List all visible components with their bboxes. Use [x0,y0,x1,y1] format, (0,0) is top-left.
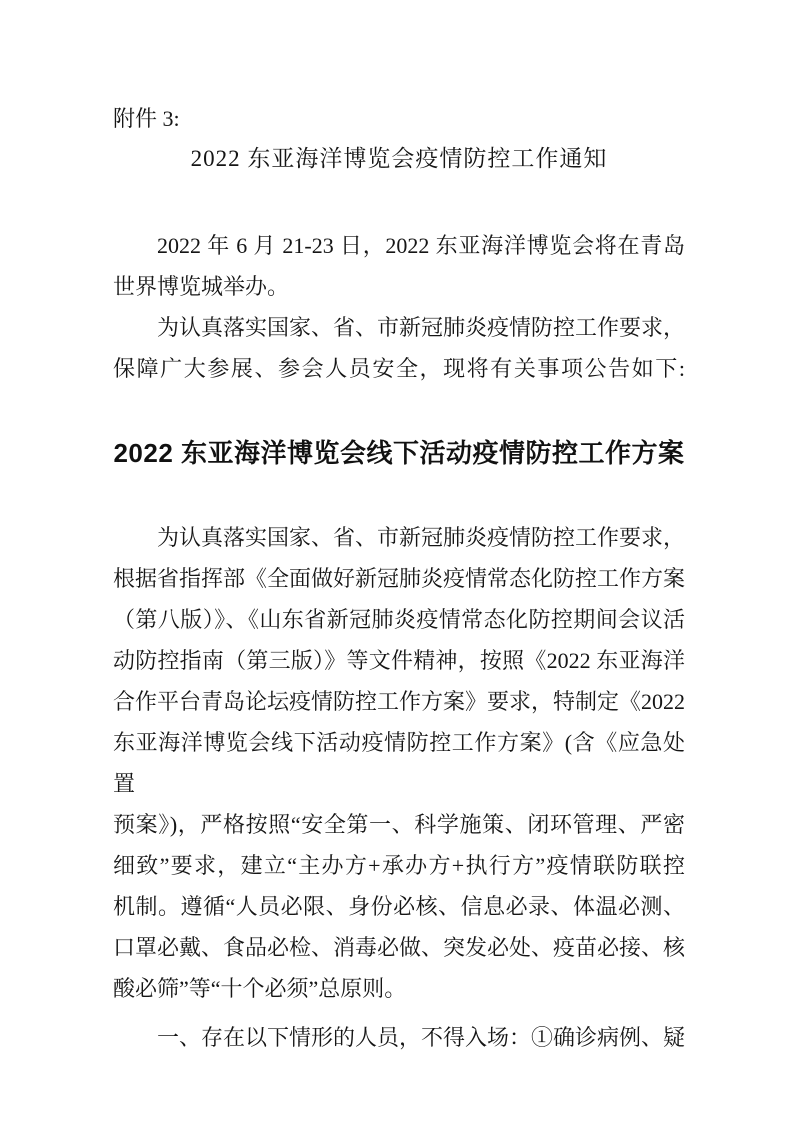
text-line: 机制。遵循“人员必限、身份必核、信息必录、体温必测、 [113,894,685,919]
text-line: 为认真落实国家、省、市新冠肺炎疫情防控工作要求， [157,315,686,340]
text-line: 合作平台青岛论坛疫情防控工作方案》要求，特制定《2022 [113,689,686,714]
text-line: 预案》)，严格按照“安全第一、科学施策、闭环管理、严密 [113,812,685,837]
text-line: 细致”要求，建立“主办方+承办方+执行方”疫情联防联控 [113,853,685,878]
attachment-label: 附件 3: [113,106,180,131]
text-line: 东亚海洋博览会线下活动疫情防控工作方案》(含《应急处置 [113,730,685,796]
text-line: 酸必筛”等“十个必须”总原则。 [113,976,407,1001]
text-line: 根据省指挥部《全面做好新冠肺炎疫情常态化防控工作方案 [113,566,686,591]
text-line: 动防控指南（第三版）》等文件精神，按照《2022 东亚海洋 [113,648,685,673]
text-line: 2022 年 6 月 21-23 日，2022 东亚海洋博览会将在青岛 [157,233,685,258]
text-line: 为认真落实国家、省、市新冠肺炎疫情防控工作要求， [157,525,686,550]
paragraph-admission [113,1017,685,1058]
notice-title: 2022 东亚海洋博览会疫情防控工作通知 [190,146,608,171]
paragraph-plan-body [113,517,685,1009]
paragraph-purpose [113,307,685,389]
text-line: （第八版）》、《山东省新冠肺炎疫情常态化防控期间会议活 [113,607,685,632]
text-line: 一、存在以下情形的人员，不得入场：①确诊病例、疑 [157,1025,686,1050]
text-line: 世界博览城举办。 [113,274,290,299]
section-heading: 2022 东亚海洋博览会线下活动疫情防控工作方案 [113,438,685,468]
paragraph-dates [113,225,685,307]
text-line: 口罩必戴、食品必检、消毒必做、突发必处、疫苗必接、核 [113,935,686,960]
text-line: 保障广大参展、参会人员安全，现将有关事项公告如下: [113,356,685,381]
